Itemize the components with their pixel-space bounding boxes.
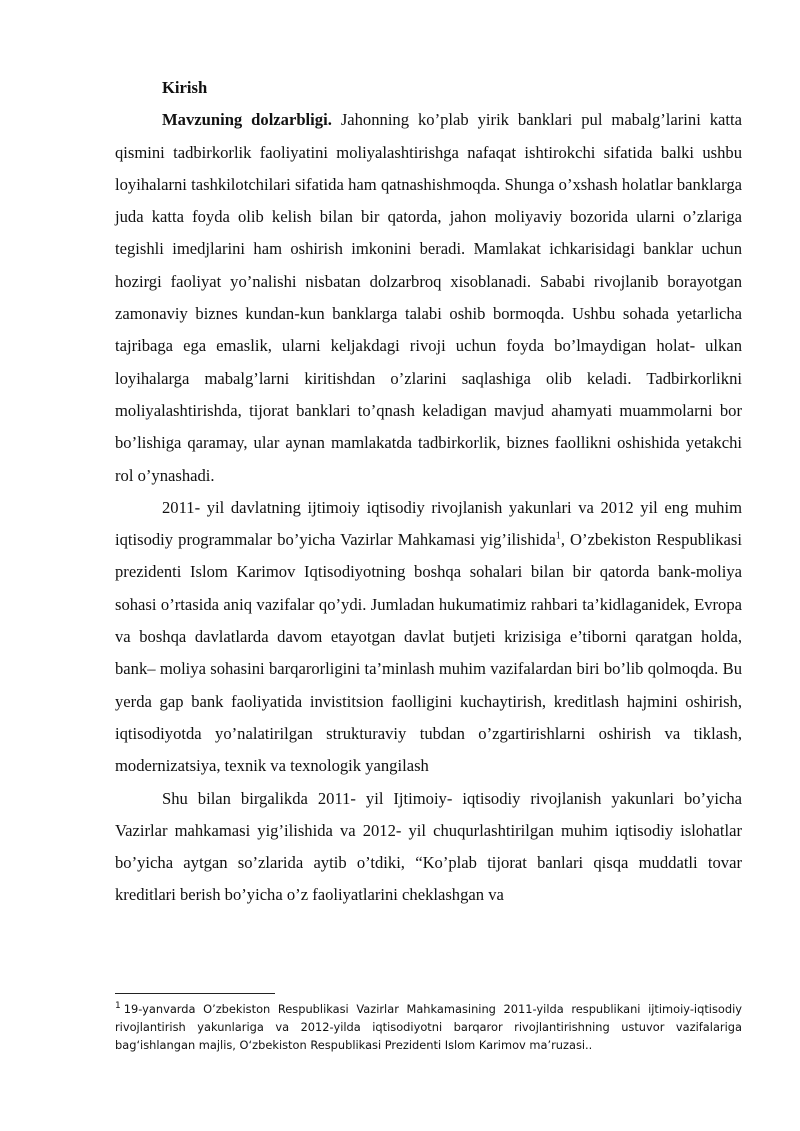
paragraph-commercial-banks: Shu bilan birgalikda 2011- yil Ijtimoiy- iqtisodiy rivojlanish yakunlari bo’yicha Vazirlar mahkamasi yig’ilishida va 2012- yil chuqurlashtirilgan muhim iqtisodiy islohatlar bo’yicha aytgan so’zlarida aytib o’tdiki, “Ko’plab tijorat banlari qisqa muddatli tovar kreditlari berish bo’yicha o’z faoliyatlarini cheklashgan va — [115, 788, 742, 905]
paragraph-relevance — [115, 104, 742, 492]
paragraph-2011-text-end: , O’zbekiston Respublikasi prezidenti Islom Karimov Iqtisodiyotning boshqa sohalari bilan bir qatorda bank-moliya sohasi o’rtasida aniq vazifalar qo’ydi. Jumladan hukumatimiz rahbari ta’kidlaganidek, Evropa va boshqa davlatlarda davom etayotgan davlat butjeti krizisiga e’tiborni qaratgan holda, bank– moliya sohasini barqarorligini ta’minlash muhim vazifalardan biri bo’lib qolmoqda. Bu yerda gap bank faoliyatida invistitsion faolligini kuchaytirish, kreditlash hajmini oshirish, iqtisodiyotda yo’nalatirilgan strukturaviy tubdan o’zgartirishlarni oshirish va tiklash, modernizatsiya, texnik va texnologik yangilash — [115, 530, 742, 776]
paragraph-relevance-text: Jahonning ko’plab yirik banklari pul mabalg’larini katta qismini tadbirkorlik faoliyatini moliyalashtirishga nafaqat ishtirokchi sifatida balki ushbu loyihalarni tashkilotchilari sifatida ham qatnashishmoqda. Shunga o’xshash holatlar banklarga juda katta foyda olib kelish bilan bir qatorda, jahon moliyaviy bozorida ularni o’zlariga tegishli imedjlarini ham oshirish imkonini beradi. Mamlakat ichkarisidagi banklar uchun hozirgi faoliyat yo’nalishi nisbatan dolzarbroq xisoblanadi. Sababi rivojlanib borayotgan zamonaviy biznes kundan-kun banklarga talabi oshib bormoqda. Ushbu sohada yetarlicha tajribaga ega emaslik, ularni keljakdagi rivoji uchun foyda bo’lmaydigan holat- ulkan loyihalarga mabalg’larni kiritishdan o’zlarini saqlashiga olib keladi. Tadbirkorlikni moliyalashtirishda, tijorat banklari to’qnash keladigan mavjud ahamyati muammolarni bor bo’lishiga qaramay, ular aynan mamlakatda tadbirkorlik, biznes faollikni oshishida yetakchi rol o’ynashadi. — [115, 110, 743, 485]
paragraph-2011-text-start: 2011- yil davlatning ijtimoiy iqtisodiy rivojlanish yakunlari va 2012 yil eng muhim iqtisodiy programmalar bo’yicha Vazirlar Mahkamasi yig’ilishida — [115, 497, 742, 550]
paragraph-2011-results — [115, 492, 742, 783]
footnote-reference[interactable]: 1 — [555, 530, 561, 542]
footnote — [115, 1000, 742, 1054]
footnote-number: 1 — [115, 1001, 121, 1012]
relevance-lead: Mavzuning dolzarbligi. — [162, 110, 332, 130]
section-heading: Kirish — [162, 78, 208, 97]
document-body — [115, 72, 742, 912]
footnote-separator — [115, 993, 275, 994]
footnote-text: 19-yanvarda O’zbekiston Respublikasi Vazirlar Mahkamasining 2011-yilda respublikani ijtimoiy-iqtisodiy rivojlantirish yakunlariga va 2012-yilda iqtisodiyotni barqaror rivojlantirishning ustuvor vazifalariga bag‘ishlangan majlis, O‘zbekiston Respublikasi Prezidenti Islom Karimov ma’ruzasi.. — [115, 1002, 742, 1052]
